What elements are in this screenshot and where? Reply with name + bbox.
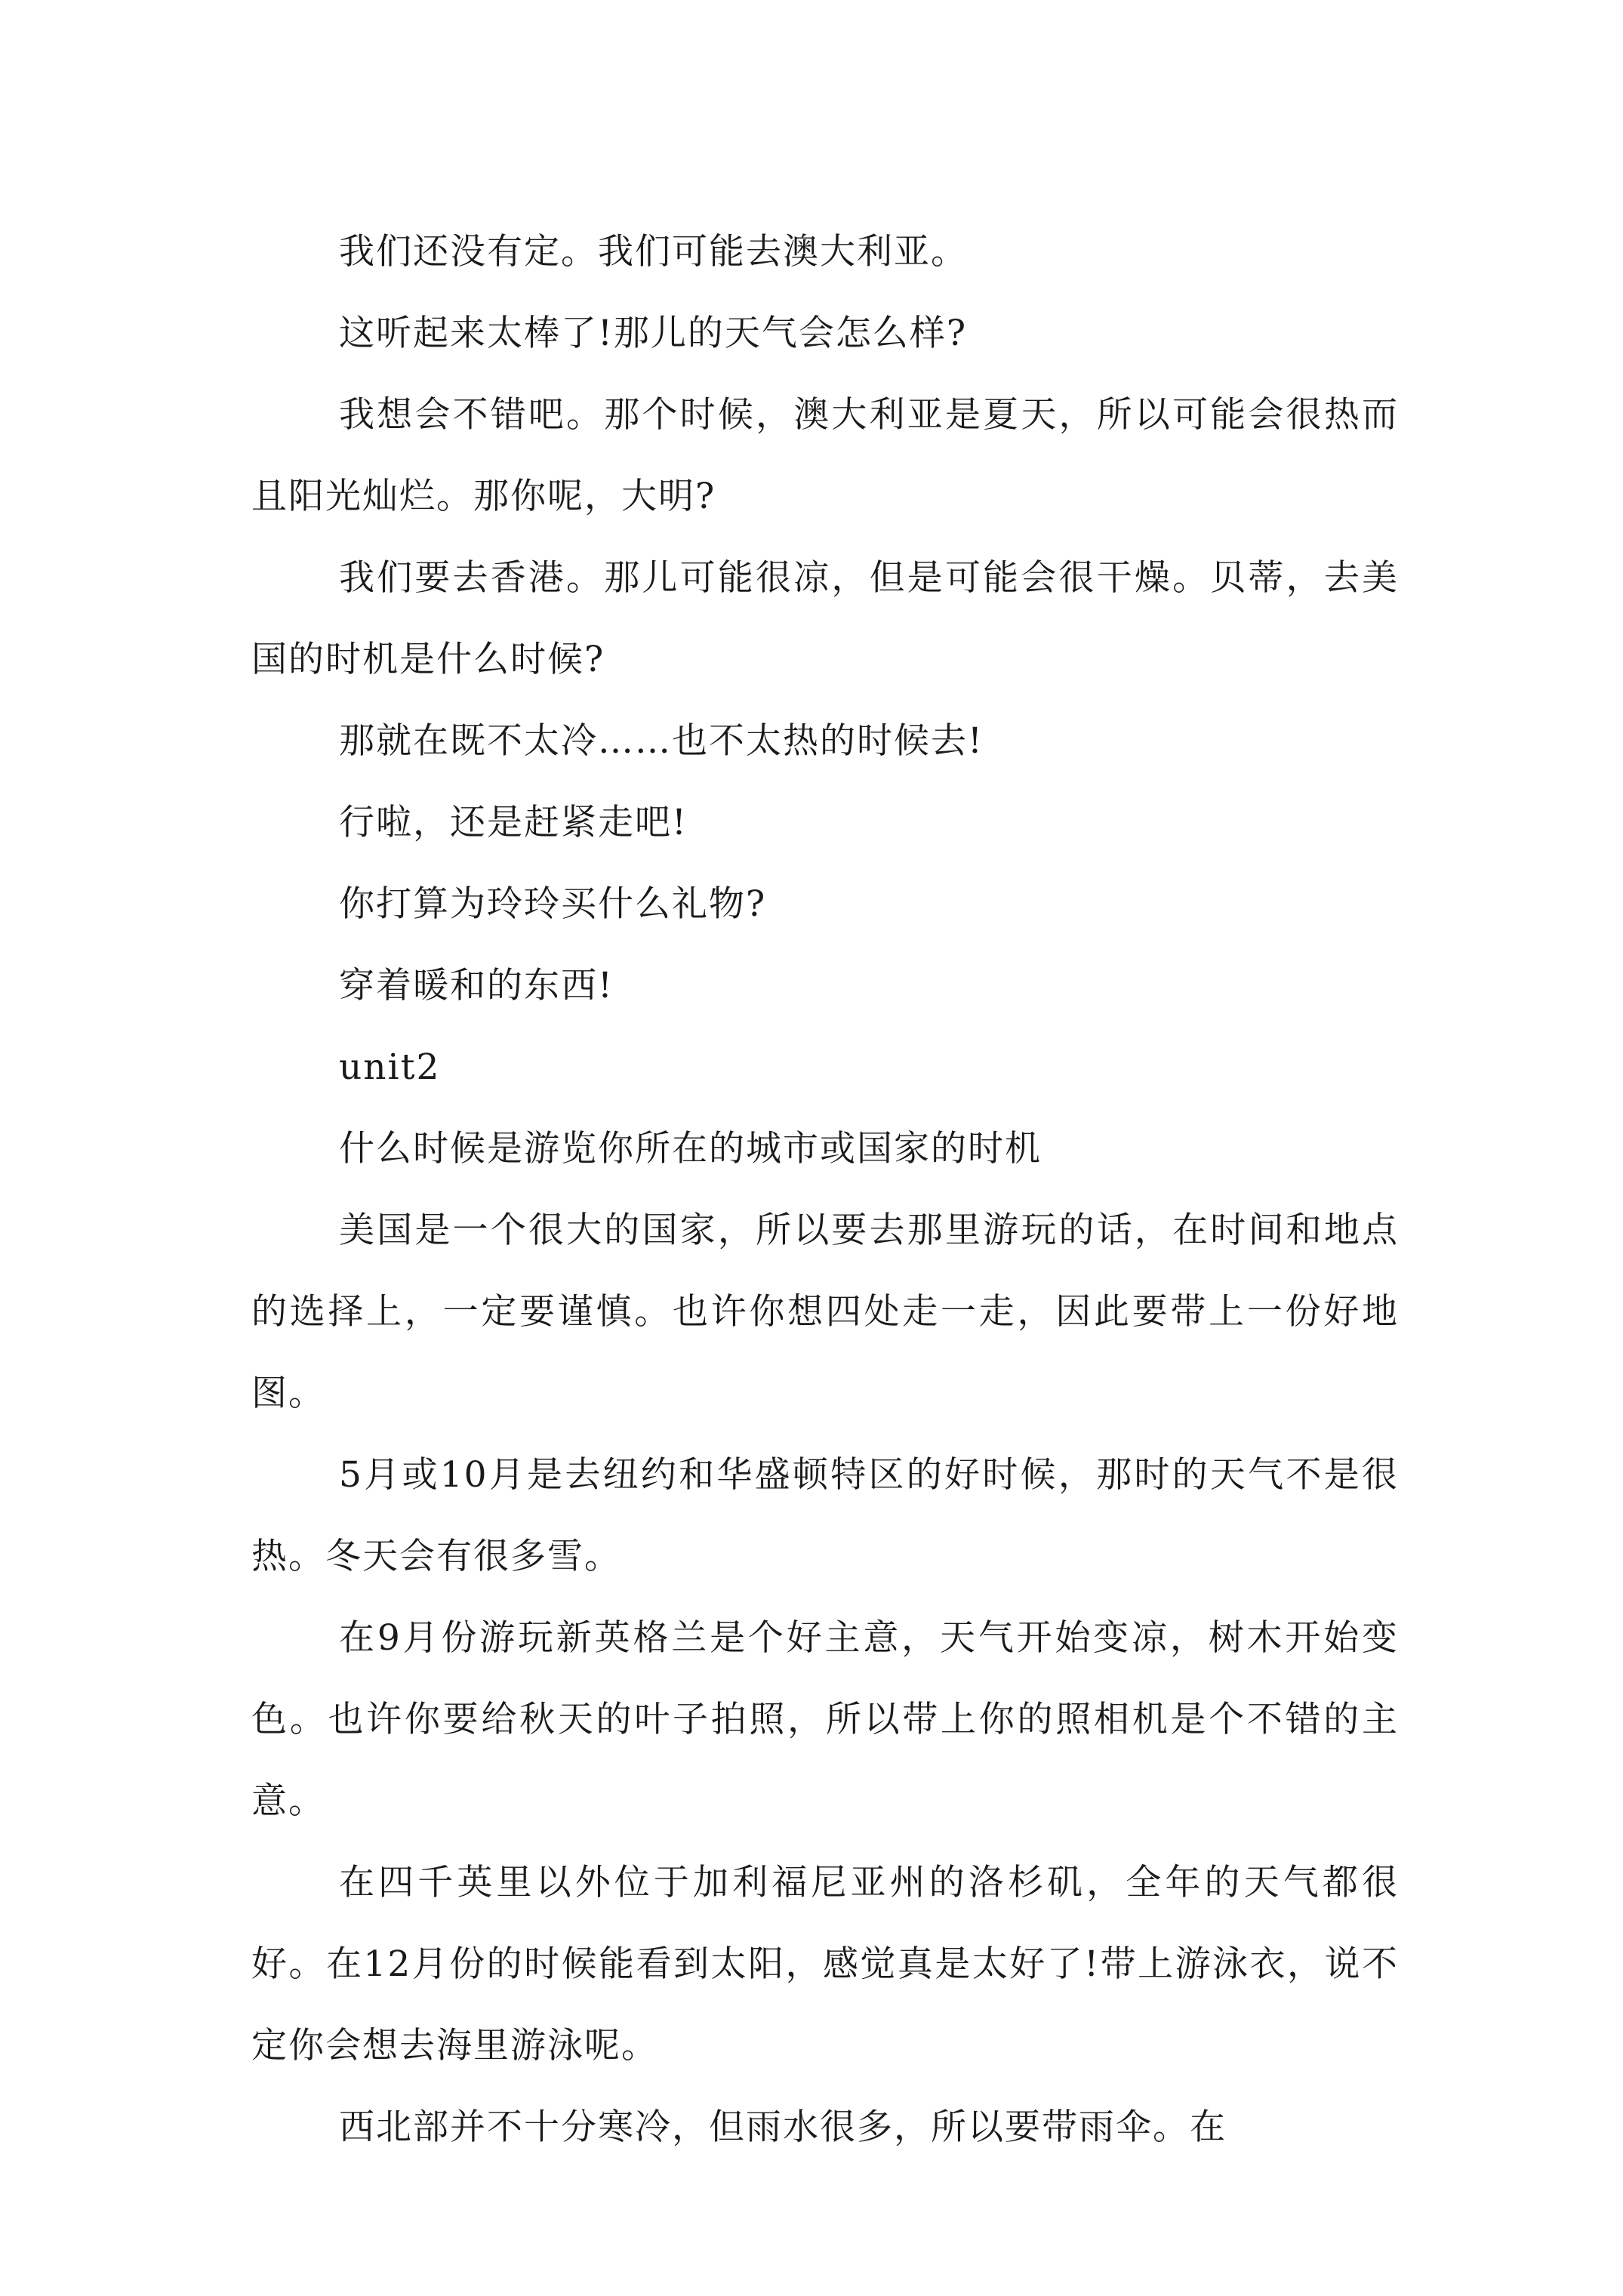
paragraph: 在四千英里以外位于加利福尼亚州的洛杉矶，全年的天气都很好。在12月份的时候能看到太阳，感觉真是太好了!带上游泳衣，说不定你会想去海里游泳呢。 [251, 1862, 1399, 2066]
paragraph: 你打算为玲玲买什么礼物? [339, 883, 767, 925]
document-body [251, 211, 1399, 2168]
paragraph: 5月或10月是去纽约和华盛顿特区的好时候，那时的天气不是很热。冬天会有很多雪。 [251, 1454, 1399, 1577]
paragraph: 那就在既不太冷……也不太热的时候去! [339, 720, 984, 762]
section-title: 什么时候是游览你所在的城市或国家的时机 [339, 1128, 1042, 1170]
section-heading: unit2 [339, 1046, 441, 1088]
paragraph: 美国是一个很大的国家，所以要去那里游玩的话，在时间和地点的选择上，一定要谨慎。也许你想四处走一走，因此要带上一份好地图。 [251, 1210, 1399, 1414]
paragraph: 这听起来太棒了!那儿的天气会怎么样? [339, 313, 968, 354]
paragraph: 行啦，还是赶紧走吧! [339, 802, 688, 843]
paragraph: 我们要去香港。那儿可能很凉，但是可能会很干燥。贝蒂，去美国的时机是什么时候? [251, 557, 1399, 680]
paragraph: 穿着暖和的东西! [339, 965, 614, 1006]
paragraph: 我们还没有定。我们可能去澳大利亚。 [339, 231, 968, 273]
paragraph: 西北部并不十分寒冷，但雨水很多，所以要带雨伞。在 [339, 2106, 1227, 2148]
paragraph: 我想会不错吧。那个时候，澳大利亚是夏天，所以可能会很热而且阳光灿烂。那你呢，大明? [251, 394, 1399, 517]
paragraph: 在9月份游玩新英格兰是个好主意，天气开始变凉，树木开始变色。也许你要给秋天的叶子拍照，所以带上你的照相机是个不错的主意。 [251, 1617, 1399, 1822]
